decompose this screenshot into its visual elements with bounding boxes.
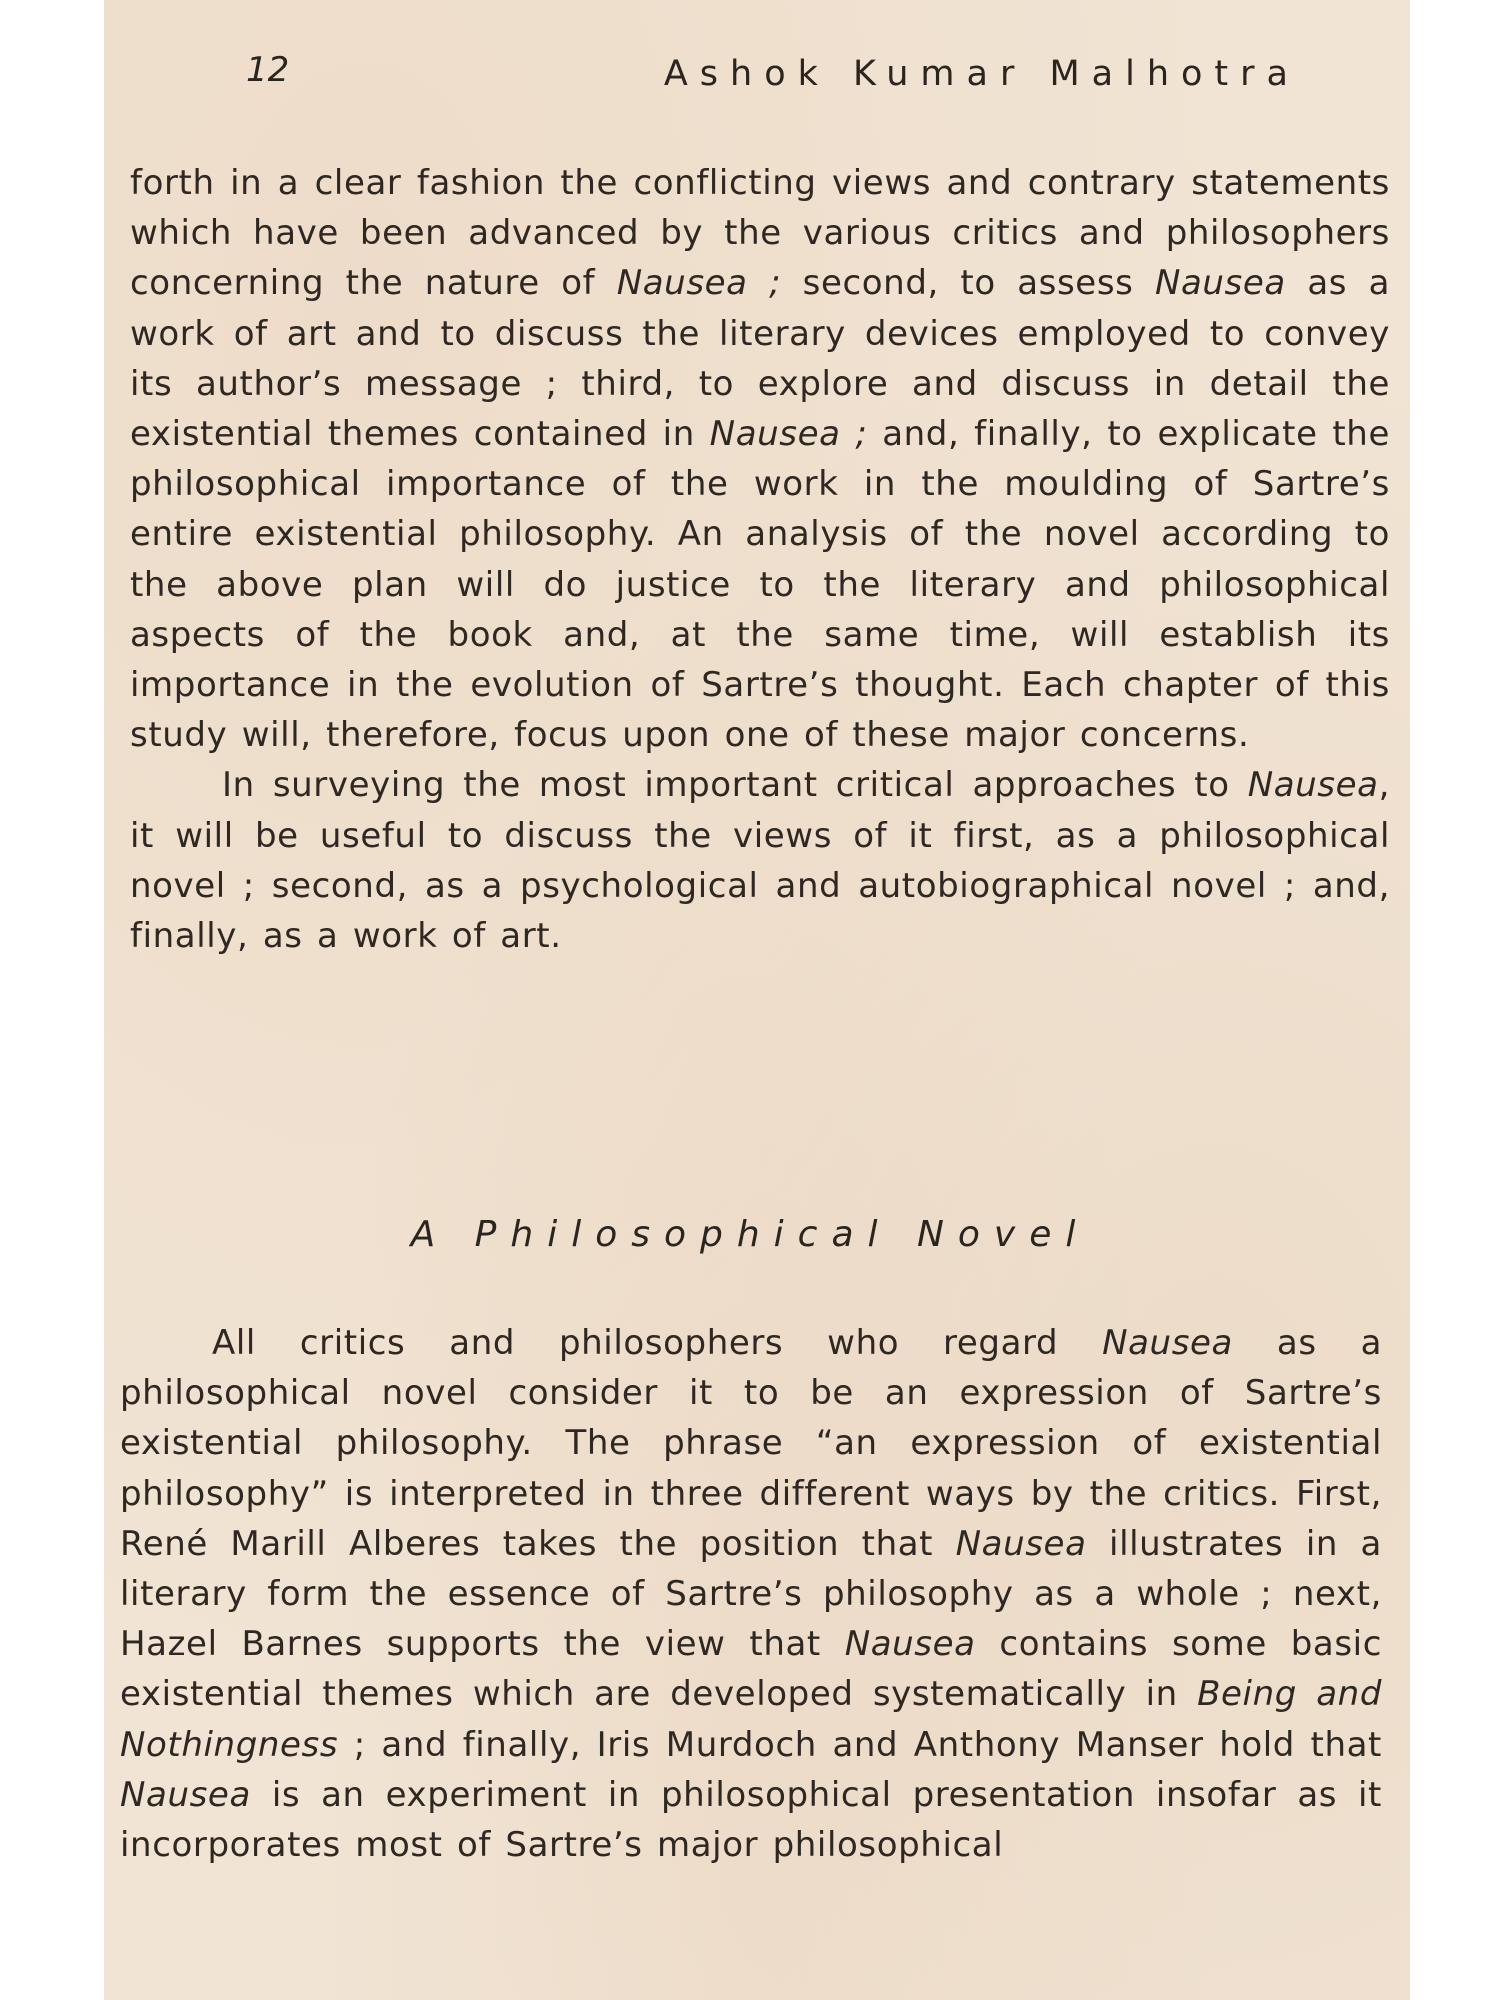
text-block-bottom (120, 1318, 1382, 1870)
text-run: contains some basic existential themes which are developed systematically in (120, 1624, 1382, 1715)
text-run: All critics and philosophers who regard (212, 1323, 1103, 1363)
italic-title: Nausea (1247, 765, 1379, 806)
italic-title: Nausea ; (709, 414, 868, 455)
italic-title: Nausea (1102, 1323, 1233, 1363)
page-number: 12 (246, 50, 290, 90)
text-run: as a philosophical novel consider it to be an expression of Sartre’s existential philosophy. The phrase “an expression of existential philosophy” is interpreted in three different ways by the critics. First, René Marill Alberes takes the position that (120, 1323, 1382, 1564)
paragraph-philosophical-novel (120, 1318, 1382, 1870)
text-run: ; and finally, Iris Murdoch and Anthony Manser hold that (338, 1724, 1382, 1765)
text-run: is an experiment in philosophical presentation insofar as it incorporates most of Sartre’s major philosophical (120, 1774, 1382, 1866)
text-run: forth in a clear fashion the conflicting views and contrary statements which have been advanced by the various critics and philosophers concerning the nature of (130, 163, 1390, 304)
section-heading: A Philosophical Novel (410, 1214, 1090, 1255)
text-run: , it will be useful to discuss the views of it first, as a philosophical novel ; second, as a psychological and autobiographical novel ; and, finally, as a work of art. (130, 765, 1390, 957)
italic-title: Nausea (955, 1523, 1087, 1564)
text-block-top (130, 158, 1390, 961)
italic-title: Nausea (1154, 263, 1286, 304)
italic-title: Being and Nothingness (120, 1674, 1382, 1765)
text-run: In surveying the most important critical approaches to (222, 765, 1248, 806)
italic-title: Nausea (120, 1774, 251, 1815)
italic-title: Nausea (844, 1624, 976, 1665)
paragraph-plan (130, 158, 1390, 760)
italic-title: Nausea ; (616, 263, 782, 304)
paragraph-approaches (130, 760, 1390, 961)
text-run: illustrates in a literary form the essence of Sartre’s philosophy as a whole ; next, Hazel Barnes supports the view that (120, 1523, 1382, 1665)
running-head-author: Ashok Kumar Malhotra (663, 54, 1300, 94)
text-run: second, to assess (781, 263, 1155, 304)
text-run: and, finally, to explicate the philosophical importance of the work in the moulding of Sartre’s entire existential philosophy. An analysis of the novel according to the above plan will do justice to the literary and philosophical aspects of the book and, at the same time, will establish its importance in the evolution of Sartre’s thought. Each chapter of this study will, therefore, focus upon one of these major concerns. (130, 414, 1390, 756)
text-run: as a work of art and to discuss the literary devices employed to convey its author’s message ; third, to explore and discuss in detail the existential themes contained in (130, 263, 1390, 455)
